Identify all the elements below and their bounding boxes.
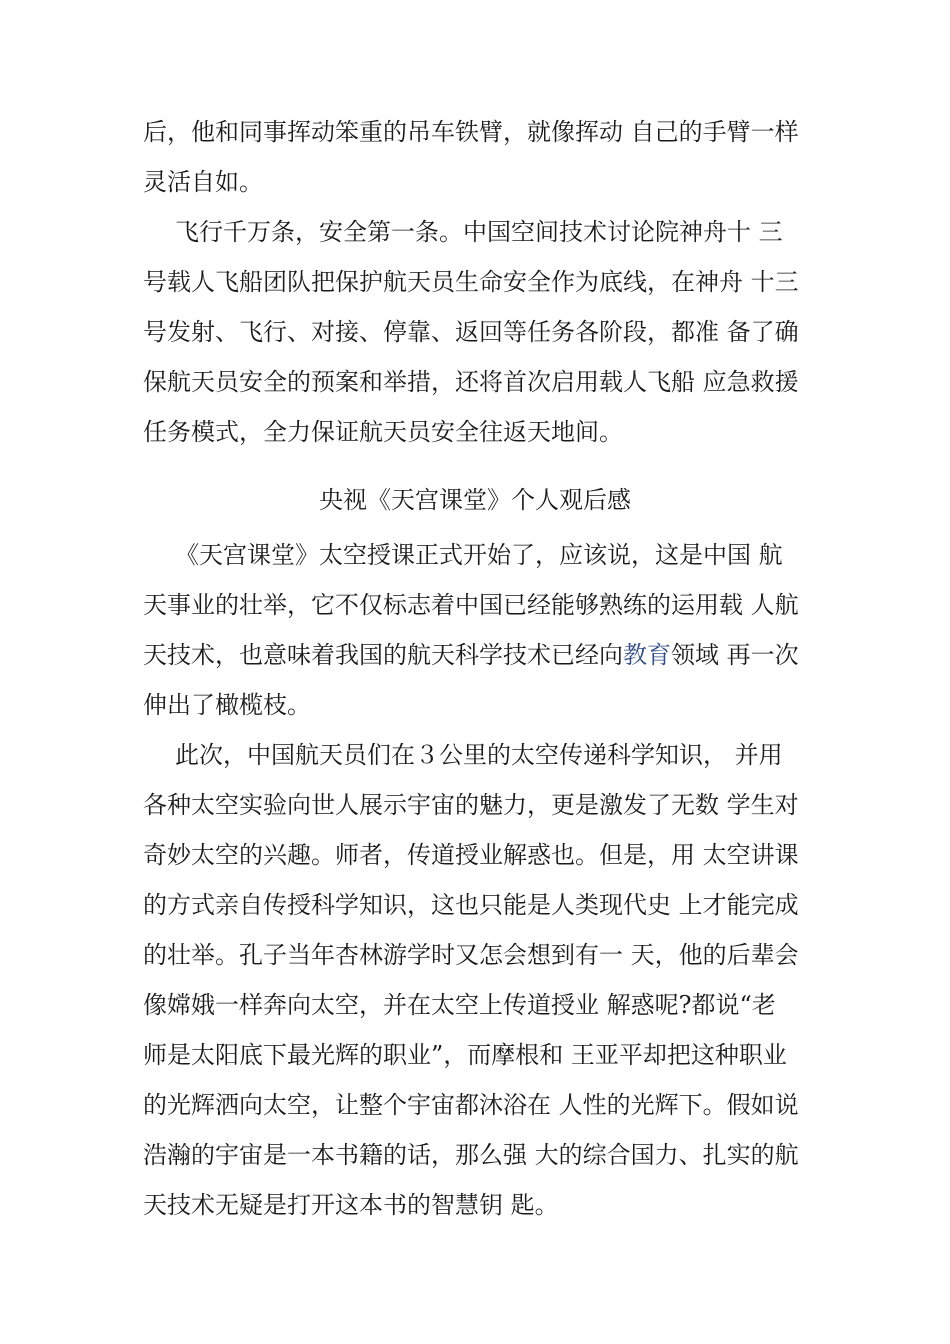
- paragraph-2-line-2: 号载人飞船团队把保护航天员生命安全作为底线，在神舟 十三: [143, 268, 799, 296]
- paragraph-3-line-3: [143, 639, 823, 671]
- paragraph-4-line-8: 的光辉洒向太空，让整个宇宙都沐浴在 人性的光辉下。假如说: [143, 1091, 799, 1119]
- education-link[interactable]: 教育: [623, 641, 671, 669]
- section-heading: 央视《天宫课堂》个人观后感: [319, 486, 631, 514]
- paragraph-2-line-4: 保航天员安全的预案和举措，还将首次启用载人飞船 应急救援: [143, 368, 799, 396]
- paragraph-2-line-5: 任务模式，全力保证航天员安全往返天地间。: [143, 418, 623, 446]
- paragraph-3-line-3-start: 天技术，也意味着我国的航天科学技术已经向: [143, 641, 623, 669]
- paragraph-3-line-2: 天事业的壮举，它不仅标志着中国已经能够熟练的运用载 人航: [143, 591, 799, 619]
- paragraph-2-line-3: 号发射、飞行、对接、停靠、返回等任务各阶段，都准 备了确: [143, 318, 799, 346]
- paragraph-3-line-1: 《天宫课堂》太空授课正式开始了，应该说，这是中国 航: [175, 541, 783, 569]
- paragraph-4-line-3: 奇妙太空的兴趣。师者，传道授业解惑也。但是，用 太空讲课: [143, 841, 799, 869]
- paragraph-4-line-5: 的壮举。孔子当年杏林游学时又怎会想到有一 天，他的后辈会: [143, 941, 799, 969]
- paragraph-3-line-4: 伸出了橄榄枝。: [143, 691, 311, 719]
- paragraph-4-line-7: 师是太阳底下最光辉的职业”，而摩根和 王亚平却把这种职业: [143, 1041, 787, 1069]
- paragraph-4-line-9: 浩瀚的宇宙是一本书籍的话，那么强 大的综合国力、扎实的航: [143, 1141, 799, 1169]
- paragraph-3-line-3-end: 领域 再一次: [671, 641, 799, 669]
- paragraph-4-line-10: 天技术无疑是打开这本书的智慧钥 匙。: [143, 1191, 559, 1219]
- paragraph-4-line-6: 像嫦娥一样奔向太空，并在太空上传道授业 解惑呢?都说“老: [143, 991, 776, 1019]
- paragraph-1-line-2: 灵活自如。: [143, 168, 263, 196]
- paragraph-4-line-1: 此次，中国航天员们在３公里的太空传递科学知识， 并用: [175, 741, 783, 769]
- paragraph-4-line-4: 的方式亲自传授科学知识，这也只能是人类现代史 上才能完成: [143, 891, 799, 919]
- paragraph-2-line-1: 飞行千万条，安全第一条。中国空间技术讨论院神舟十 三: [175, 218, 783, 246]
- paragraph-1-line-1: 后，他和同事挥动笨重的吊车铁臂，就像挥动 自己的手臂一样: [143, 118, 799, 146]
- paragraph-4-line-2: 各种太空实验向世人展示宇宙的魅力，更是激发了无数 学生对: [143, 791, 799, 819]
